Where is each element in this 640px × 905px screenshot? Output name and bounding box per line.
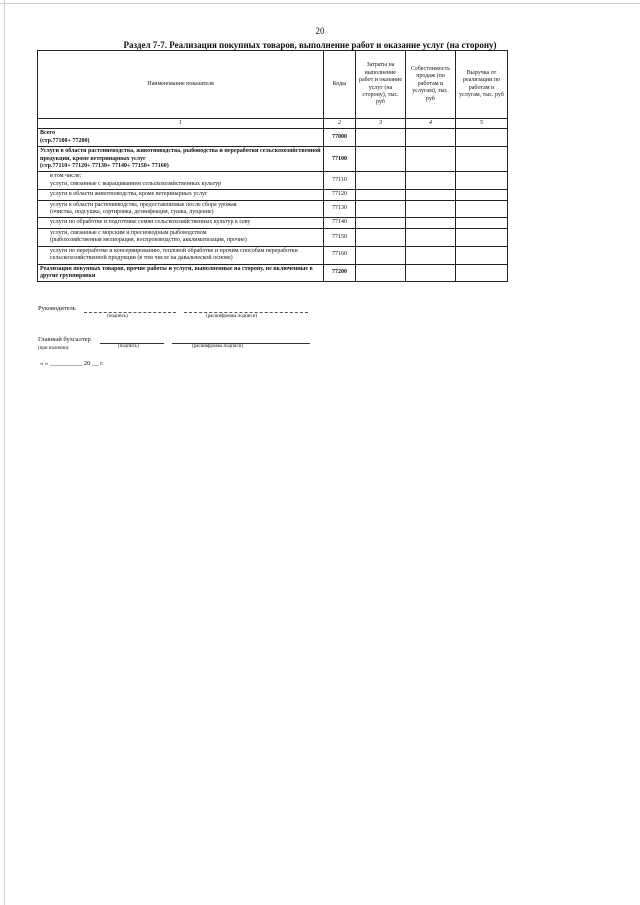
row-code: 77130 [324, 200, 356, 218]
costs-cell[interactable] [356, 129, 406, 147]
head-label: Руководитель [38, 305, 76, 312]
revenue-cell[interactable] [456, 264, 508, 282]
table-row [38, 147, 508, 172]
costs-cell[interactable] [356, 264, 406, 282]
scan-edge-top [0, 3, 640, 4]
table-row [38, 172, 508, 190]
scan-edge-left [4, 0, 5, 905]
accountant-signature-caption: (подпись) [118, 344, 139, 349]
table-row [38, 264, 508, 282]
header-row [38, 51, 508, 119]
head-decoding-caption: (расшифровка подписи) [206, 314, 258, 319]
column-number: 3 [356, 119, 406, 129]
table-row [38, 190, 508, 200]
header-code: Коды [324, 51, 356, 119]
cost-price-cell[interactable] [406, 200, 456, 218]
cost-price-cell[interactable] [406, 147, 456, 172]
cost-price-cell[interactable] [406, 129, 456, 147]
costs-cell[interactable] [356, 172, 406, 190]
column-number: 5 [456, 119, 508, 129]
revenue-cell[interactable] [456, 129, 508, 147]
row-name: услуги в области растениеводства, предоставляемые после сбора урожая (очистка, подсушка, сортировка, дезинфекция, сушка, лущение) [38, 200, 324, 218]
row-name: услуги в области животноводства, кроме ветеринарных услуг [38, 190, 324, 200]
row-name: Услуги в области растениеводства, животноводства, рыбоводства и переработки сельскохозяйственной продукции, кроме ветеринарных услуг (стр.77110+ 77120+ 77130+ 77140+ 77150+ 77160) [38, 147, 324, 172]
costs-cell[interactable] [356, 228, 406, 246]
costs-cell[interactable] [356, 200, 406, 218]
row-code: 77120 [324, 190, 356, 200]
costs-cell[interactable] [356, 147, 406, 172]
accountant-decoding-caption: (расшифровка подписи) [192, 344, 244, 349]
column-number: 2 [324, 119, 356, 129]
revenue-cell[interactable] [456, 218, 508, 228]
table-body [38, 129, 508, 282]
revenue-cell[interactable] [456, 147, 508, 172]
row-name: Всего (стр.77100+ 77200) [38, 129, 324, 147]
row-code: 77000 [324, 129, 356, 147]
if-available-caption: (при наличии) [38, 346, 69, 351]
revenue-cell[interactable] [456, 172, 508, 190]
table-row [38, 246, 508, 264]
row-name: услуги, связанные с морским и пресноводным рыбоводством (рыбохозяйственная мелиорация, воспроизводство, акклиматизация, прочие) [38, 228, 324, 246]
table-row [38, 200, 508, 218]
table-row [38, 129, 508, 147]
date-line: « » __________ 20 __ г. [40, 360, 104, 367]
costs-cell[interactable] [356, 190, 406, 200]
head-signature-caption: (подпись) [107, 314, 128, 319]
cost-price-cell[interactable] [406, 172, 456, 190]
header-costs: Затраты на выполнение работ и оказание услуг (на сторону), тыс. руб [356, 51, 406, 119]
column-number: 4 [406, 119, 456, 129]
row-name: услуги по обработке и подготовке семян сельскохозяйственных культур к севу [38, 218, 324, 228]
cost-price-cell[interactable] [406, 228, 456, 246]
cost-price-cell[interactable] [406, 264, 456, 282]
revenue-cell[interactable] [456, 246, 508, 264]
table-row [38, 218, 508, 228]
costs-cell[interactable] [356, 218, 406, 228]
row-code: 77110 [324, 172, 356, 190]
column-number: 1 [38, 119, 324, 129]
page-number: 20 [315, 26, 325, 36]
costs-cell[interactable] [356, 246, 406, 264]
row-code: 77160 [324, 246, 356, 264]
section-title: Раздел 7-7. Реализация покупных товаров, выполнение работ и оказание услуг (на сторону) [123, 40, 497, 50]
cost-price-cell[interactable] [406, 218, 456, 228]
row-code: 77140 [324, 218, 356, 228]
revenue-cell[interactable] [456, 200, 508, 218]
cost-price-cell[interactable] [406, 190, 456, 200]
cost-price-cell[interactable] [406, 246, 456, 264]
header-name: Наименование показателя [38, 51, 324, 119]
column-number-row [38, 119, 508, 129]
row-code: 77100 [324, 147, 356, 172]
accountant-label: Главный бухгалтер [38, 336, 91, 343]
row-name: услуги по переработке и консервированию, тепловой обработке и прочим способам переработки сельскохозяйственной продукции (в том числе на давальческой основе) [38, 246, 324, 264]
data-table [37, 50, 508, 282]
revenue-cell[interactable] [456, 228, 508, 246]
head-signature-line [84, 312, 176, 313]
revenue-cell[interactable] [456, 190, 508, 200]
row-name: Реализация покупных товаров, прочие работы и услуги, выполненные на сторону, не включенные в другие группировки [38, 264, 324, 282]
row-code: 77150 [324, 228, 356, 246]
header-cost-price: Себестоимость продаж (по работам и услугам), тыс. руб [406, 51, 456, 119]
table-row [38, 228, 508, 246]
row-code: 77200 [324, 264, 356, 282]
row-name: в том числе: услуги, связанные с выращиванием сельскохозяйственных культур [38, 172, 324, 190]
header-revenue: Выручка от реализации по работам и услугам, тыс. руб [456, 51, 508, 119]
head-decoding-line [184, 312, 308, 313]
